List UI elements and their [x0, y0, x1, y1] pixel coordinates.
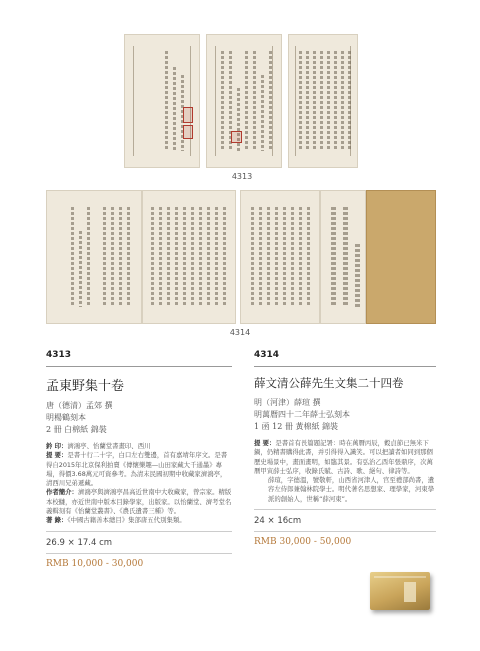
author-intro-paragraph: 作者簡介：濟鴻亭與濟鴻亭昌高近世南中大收藏家，曾宗家。精版本校讎，亦近世南中版本目錄學家，出版家。以怡蘭堂、濟考堂名義輯刻有《怡蘭堂叢書》、《農氏遺書三種》等。 — [46, 488, 232, 516]
divider — [46, 531, 232, 532]
book-case-image — [370, 572, 430, 610]
lot-number: 4313 — [46, 350, 72, 360]
book-page-image — [240, 190, 320, 324]
lot-4313-entry — [46, 350, 232, 569]
lot-volumes: 2 冊 白棉紙 錦裝 — [46, 425, 107, 434]
lot-title: 孟東野集十卷 — [46, 379, 125, 394]
book-page-image — [124, 34, 200, 168]
provenance-paragraph: 提 要：是書首有長篇題記署：時在萬曆丙辰，穀貞節已無米下鍋，仍精書購得此書，并引得得入識笑。可以把讀者如同到那個歷史場景中，畫面畫明，如臨其景。有弘治乙酉年張鼎序，次萬曆甲寅薛士弘序，收錄氏賦、古詩、歌、絕句、律詩等。 — [254, 439, 433, 475]
figure-caption: 4314 — [229, 328, 251, 337]
lot-volumes: 1 函 12 冊 黃棉紙 錦裝 — [254, 422, 338, 431]
divider — [46, 366, 232, 367]
book-page-image — [288, 34, 358, 168]
lot-edition: 明楊鶴刻本 — [46, 413, 86, 422]
book-page-image — [206, 34, 282, 168]
lot-edition: 明萬曆四十二年薛士弘刻本 — [254, 410, 350, 419]
divider — [254, 366, 436, 367]
book-page-image — [46, 190, 142, 324]
divider — [254, 509, 436, 510]
handwritten-inscription-image — [366, 190, 436, 324]
divider — [254, 531, 436, 532]
book-page-image — [320, 190, 366, 324]
lot-authors: 明（河津）薛瑄 撰 — [254, 398, 321, 407]
lot-estimate: RMB 10,000 - 30,000 — [46, 558, 144, 569]
lot-number: 4314 — [254, 350, 280, 360]
lot-estimate: RMB 30,000 - 50,000 — [254, 537, 352, 548]
lot-dimensions: 24 × 16cm — [254, 516, 302, 527]
figure-caption: 4313 — [231, 172, 253, 181]
lot-dimensions: 26.9 × 17.4 cm — [46, 537, 113, 548]
divider — [46, 553, 232, 554]
lot-title: 薛文清公薛先生文集二十四卷 — [254, 376, 404, 390]
lot-4314-entry — [254, 350, 436, 547]
seals-paragraph: 鈐 印：濟鴻亭、怡蘭堂書畫印、西川 — [46, 442, 151, 450]
lot-authors: 唐（德清）孟郊 撰 — [46, 401, 113, 410]
record-paragraph: 著 錄：《中國古籍善本總目》集部唐五代別集類。 — [46, 516, 186, 525]
provenance-paragraph: 提 要：是書十行二十字，白口左右雙邊，首有嘉靖年序文。是書得自2015年北京保利拍賣《傳懷樂趣—山田家藏大千通墨》專場，得價3.68萬元可資參考。為清末民國初期中收藏家濟鴻亭，清西川兄弟遞藏。 — [46, 451, 228, 488]
book-page-image — [142, 190, 236, 324]
biography-paragraph: 薛瑄，字德溫，號敬軒，山西省河津人，官至禮部尚書，遺容左侍郎兼翰林院學士。明代著名思想家、理學家，河東學派的創始人，世稱“薛河東”。 — [268, 476, 435, 503]
